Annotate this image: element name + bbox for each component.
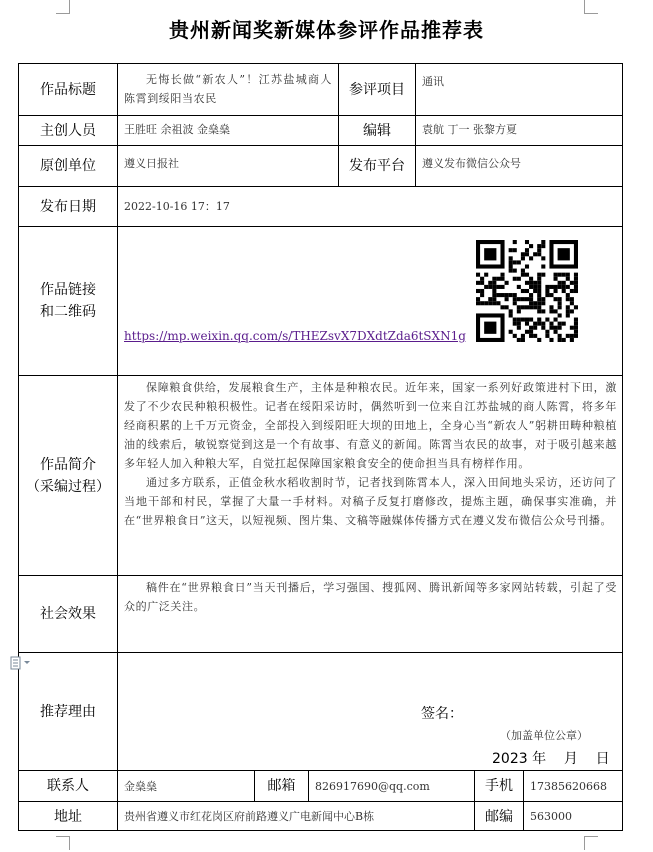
work-title-value[interactable]: 无悔长做“新农人”！江苏盐城商人陈霄到绥阳当农民 bbox=[118, 64, 339, 116]
editor-value[interactable]: 袁航 丁一 张黎方夏 bbox=[416, 116, 623, 146]
page-title: 贵州新闻奖新媒体参评作品推荐表 bbox=[169, 18, 484, 42]
label-platform: 发布平台 bbox=[339, 146, 416, 187]
signature-label: 签名： bbox=[421, 706, 463, 722]
effect-cell bbox=[118, 576, 623, 653]
label-link-qr bbox=[19, 227, 118, 376]
intro-paragraph: 保障粮食供给，发展粮食生产，主体是种粮农民。近年来，国家一系列好政策进村下田，激发了不少农民种粮积极性。记者在绥阳采访时，偶然听到一位来自江苏盐城的商人陈霄，将多年经商积累的上千万元资金，全部投入到绥阳旺大坝的田地上，全身心当“新农人”躬耕田畴种粮植油的线索后，敏锐察觉到这是一个有故事、有意义的新闻。陈霄当农民的故事，对于吸引越来越多年轻人加入种粮大军，自觉扛起保障国家粮食安全的使命担当具有榜样作用。 bbox=[124, 381, 617, 470]
recommendation-form bbox=[18, 63, 623, 831]
email-value[interactable]: 826917690@qq.com bbox=[309, 771, 475, 802]
label-effect: 社会效果 bbox=[19, 576, 118, 653]
date-line: 2023 年 月 日 bbox=[492, 751, 610, 767]
phone-value[interactable]: 17385620668 bbox=[524, 771, 623, 802]
effect-paragraph: 稿件在“世界粮食日”当天刊播后，学习强国、搜狐网、腾讯新闻等多家网站转载，引起了受众的广泛关注。 bbox=[124, 581, 617, 613]
reason-cell[interactable] bbox=[118, 653, 623, 771]
document-icon[interactable] bbox=[10, 656, 36, 670]
label-intro bbox=[19, 376, 118, 576]
label-address: 地址 bbox=[19, 802, 118, 831]
page-corner-mark bbox=[584, 836, 598, 850]
qr-code-icon bbox=[476, 240, 578, 342]
address-value[interactable]: 贵州省遵义市红花岗区府前路遵义广电新闻中心B栋 bbox=[118, 802, 475, 831]
date-value[interactable]: 2022-10-16 17：17 bbox=[118, 187, 623, 227]
label-postcode: 邮编 bbox=[475, 802, 524, 831]
creators-value[interactable]: 王胜旺 余祖波 金燊燊 bbox=[118, 116, 339, 146]
category-value[interactable]: 通讯 bbox=[416, 64, 623, 116]
label-work-title: 作品标题 bbox=[19, 64, 118, 116]
label-editor: 编辑 bbox=[339, 116, 416, 146]
label-phone: 手机 bbox=[475, 771, 524, 802]
link-qr-cell bbox=[118, 227, 623, 376]
label-intro-line2: （采编过程） bbox=[26, 478, 110, 495]
page-corner-mark bbox=[56, 836, 70, 850]
label-intro-line1: 作品简介 bbox=[40, 456, 96, 473]
page-corner-mark bbox=[584, 0, 598, 14]
label-category: 参评项目 bbox=[339, 64, 416, 116]
label-reason: 推荐理由 bbox=[19, 653, 118, 771]
platform-value[interactable]: 遵义发布微信公众号 bbox=[416, 146, 623, 187]
label-link-qr-line2: 和二维码 bbox=[40, 304, 96, 320]
label-date: 发布日期 bbox=[19, 187, 118, 227]
article-link[interactable]: https://mp.weixin.qq.com/s/THEZsvX7DXdtZda6tSXN1g bbox=[124, 329, 466, 343]
seal-note: （加盖单位公章） bbox=[500, 729, 588, 742]
page-corner-mark bbox=[56, 0, 70, 14]
postcode-value[interactable]: 563000 bbox=[530, 810, 572, 823]
contact-value[interactable]: 金燊燊 bbox=[118, 771, 255, 802]
label-creators: 主创人员 bbox=[19, 116, 118, 146]
label-unit: 原创单位 bbox=[19, 146, 118, 187]
intro-cell bbox=[118, 376, 623, 576]
unit-value[interactable]: 遵义日报社 bbox=[118, 146, 339, 187]
label-contact: 联系人 bbox=[19, 771, 118, 802]
intro-paragraph: 通过多方联系，正值金秋水稻收割时节，记者找到陈霄本人，深入田间地头采访，还访问了当地干部和村民，掌握了大量一手材料。对稿子反复打磨修改，提炼主题，确保事实准确，并在“世界粮食日”这天，以短视频、图片集、文稿等融媒体传播方式在遵义发布微信公众号刊播。 bbox=[124, 476, 617, 527]
label-link-qr-line1: 作品链接 bbox=[40, 282, 96, 298]
label-email: 邮箱 bbox=[255, 771, 309, 802]
